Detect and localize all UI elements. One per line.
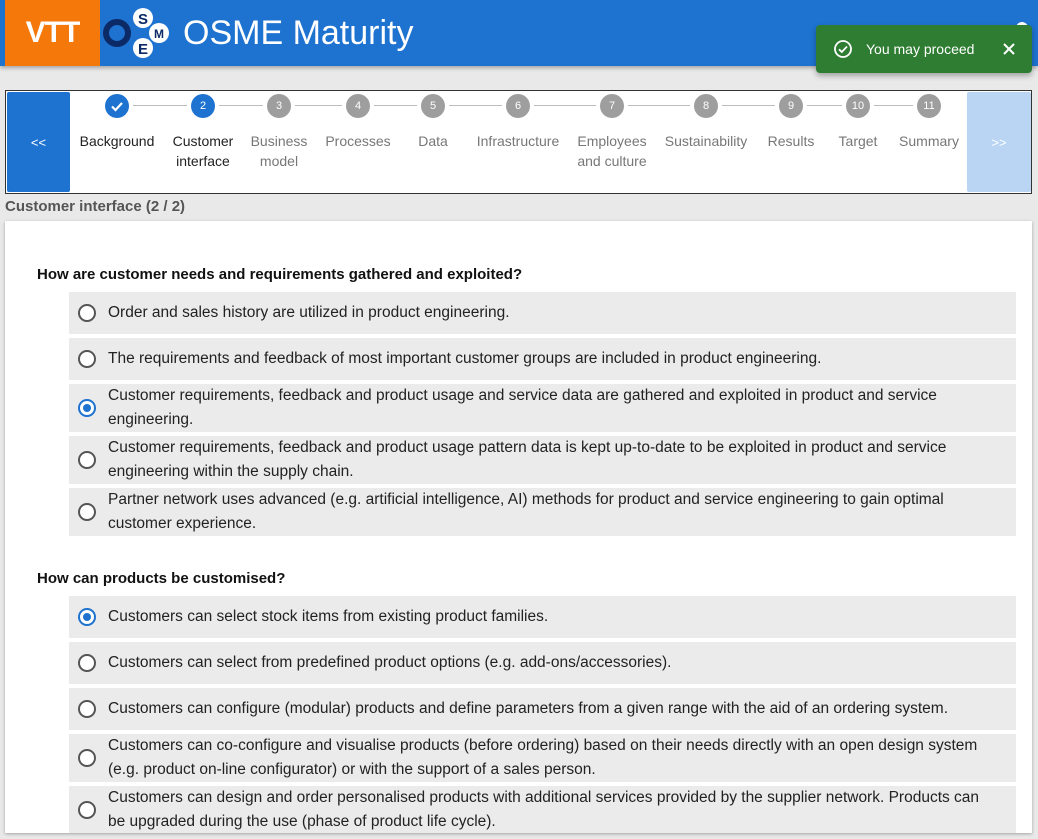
osme-logo-letter-s: S: [137, 11, 149, 28]
step-label: Data: [418, 133, 448, 149]
app-title: OSME Maturity: [183, 14, 414, 52]
step-number: 11: [917, 94, 941, 118]
step-label: Sustainability: [664, 133, 748, 149]
answer-option-label: Customers can select from predefined product options (e.g. add-ons/accessories).: [108, 654, 672, 671]
answer-option[interactable]: [69, 596, 1016, 638]
step-6[interactable]: [470, 91, 566, 151]
answer-option-label: Customers can select stock items from existing product families.: [108, 608, 549, 625]
step-11[interactable]: [881, 91, 977, 151]
answer-option[interactable]: [69, 436, 1016, 484]
step-number: 10: [846, 94, 870, 118]
step-label: Summary: [899, 133, 959, 149]
answer-option-label: Partner network uses advanced (e.g. artificial intelligence, AI) methods for product and service engineering to gain optimal customer experience.: [108, 491, 944, 532]
step-label: Infrastructure: [476, 133, 560, 149]
previous-button[interactable]: <<: [7, 92, 70, 192]
answer-option[interactable]: [69, 688, 1016, 730]
radio-unchecked-icon[interactable]: [78, 304, 96, 322]
step-label: Business model: [250, 133, 308, 169]
step-8[interactable]: [658, 91, 754, 151]
step-label: Target: [838, 133, 878, 149]
step-label: Customer interface: [172, 133, 234, 169]
success-toast: [816, 25, 1032, 73]
radio-unchecked-icon[interactable]: [78, 350, 96, 368]
step-number: 2: [191, 94, 215, 118]
radio-unchecked-icon[interactable]: [78, 700, 96, 718]
close-icon[interactable]: [1001, 41, 1017, 57]
step-number: 4: [346, 94, 370, 118]
step-label: Results: [767, 133, 815, 149]
question-title: How can products be customised?: [37, 570, 286, 587]
answer-option-label: Customers can configure (modular) products and define parameters from a given range with the aid of an ordering system.: [108, 700, 949, 717]
step-label: Processes: [325, 133, 391, 149]
next-button[interactable]: >>: [967, 92, 1031, 192]
step-number: 7: [600, 94, 624, 118]
answer-option[interactable]: [69, 786, 1016, 833]
answer-option[interactable]: [69, 734, 1016, 782]
progress-stepper: [5, 90, 1032, 194]
step-1[interactable]: [69, 91, 165, 151]
radio-unchecked-icon[interactable]: [78, 503, 96, 521]
radio-unchecked-icon[interactable]: [78, 451, 96, 469]
step-7[interactable]: [564, 91, 660, 171]
answer-option[interactable]: [69, 384, 1016, 432]
answer-option-label: Customers can co-configure and visualise products (before ordering) based on their needs directly with an open design system (e.g. product on-line configurator) or with the support of a sales person.: [108, 737, 978, 778]
section-title: Customer interface (2 / 2): [5, 198, 186, 215]
step-number: 6: [506, 94, 530, 118]
radio-unchecked-icon[interactable]: [78, 654, 96, 672]
answer-option[interactable]: [69, 292, 1016, 334]
osme-logo-letter-e: E: [137, 41, 149, 58]
step-label: Background: [79, 133, 155, 149]
step-label: Employees and culture: [577, 133, 647, 169]
step-number: 5: [421, 94, 445, 118]
check-icon: [105, 94, 129, 118]
radio-checked-icon[interactable]: [78, 399, 96, 417]
vtt-logo: VTT: [5, 0, 100, 66]
answer-option-label: Customers can design and order personalised products with additional services provided by the supplier network. Products can be upgraded during the use (phase of product life cycle).: [108, 789, 980, 830]
step-5[interactable]: [385, 91, 481, 151]
radio-checked-icon[interactable]: [78, 608, 96, 626]
toast-message: You may proceed: [866, 41, 975, 57]
answer-option[interactable]: [69, 488, 1016, 536]
answer-option[interactable]: [69, 338, 1016, 380]
question-title: How are customer needs and requirements gathered and exploited?: [37, 266, 523, 283]
step-number: 9: [779, 94, 803, 118]
radio-unchecked-icon[interactable]: [78, 749, 96, 767]
answer-option-label: Customer requirements, feedback and product usage pattern data is kept up-to-date to be exploited in product and service engineering within the supply chain.: [108, 439, 947, 480]
answer-option-label: Customer requirements, feedback and product usage and service data are gathered and exploited in product and service engineering.: [108, 387, 937, 428]
check-circle-icon: [833, 39, 853, 59]
radio-unchecked-icon[interactable]: [78, 801, 96, 819]
step-number: 3: [267, 94, 291, 118]
answer-option[interactable]: [69, 642, 1016, 684]
answer-option-label: Order and sales history are utilized in product engineering.: [108, 304, 510, 321]
osme-logo-letter-m: M: [154, 27, 164, 41]
answer-option-label: The requirements and feedback of most important customer groups are included in product engineering.: [108, 350, 822, 367]
osme-logo: [103, 6, 171, 60]
step-number: 8: [694, 94, 718, 118]
questionnaire-panel: [5, 221, 1032, 833]
